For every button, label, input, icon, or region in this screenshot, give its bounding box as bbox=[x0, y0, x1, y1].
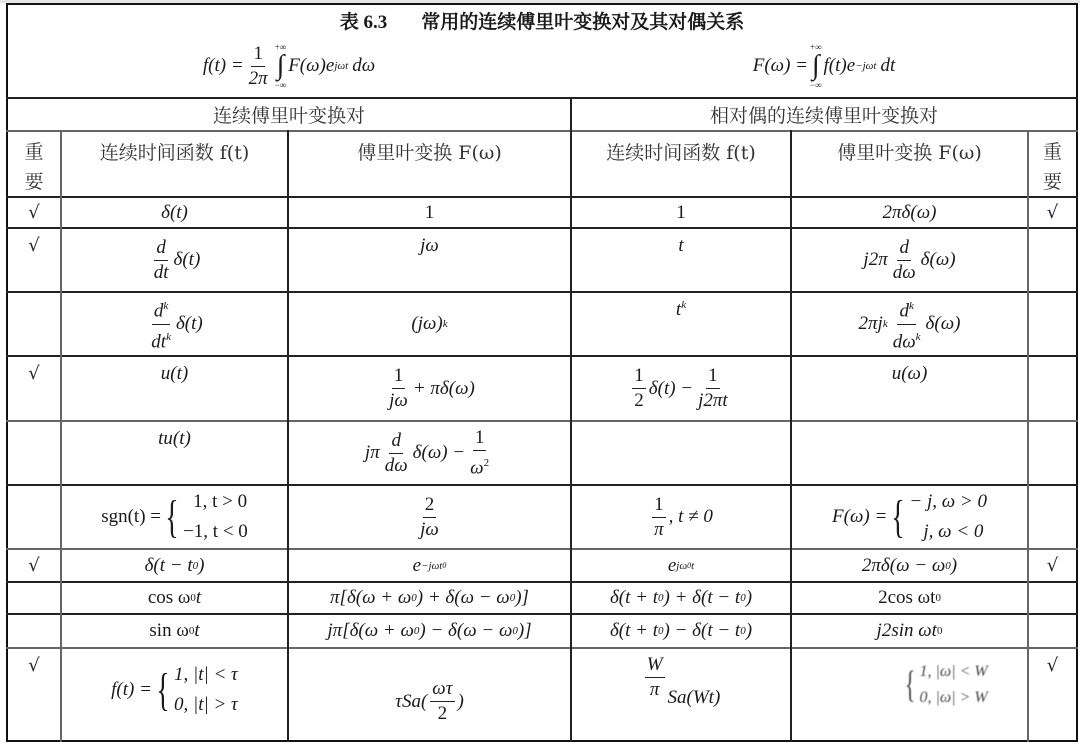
important-check-icon: √ bbox=[1046, 202, 1059, 223]
integral-sign: +∞ ∫ −∞ bbox=[274, 42, 287, 90]
dual-time-function-cell bbox=[572, 649, 790, 742]
group-header-dual-pairs: 相对偶的连续傅里叶变换对 bbox=[709, 105, 938, 127]
denominator: π bbox=[654, 518, 664, 540]
col-header-time-function: 连续时间函数 f(t) bbox=[99, 142, 250, 164]
exponent: jω bbox=[676, 559, 688, 572]
term: δ(t) bbox=[173, 249, 201, 270]
time-function-cell: δ(t) bbox=[161, 201, 188, 223]
important-check-icon: √ bbox=[28, 235, 40, 256]
integrand: f(t)e bbox=[823, 55, 856, 76]
exponent: k bbox=[681, 299, 687, 311]
fourier-cell bbox=[289, 550, 570, 581]
term: jπ bbox=[364, 442, 380, 463]
time-function-cell bbox=[62, 615, 287, 647]
term: j2sin ωt bbox=[876, 620, 937, 641]
subscript: 0 bbox=[945, 559, 951, 572]
fraction bbox=[891, 294, 923, 354]
subscript: 0 bbox=[188, 625, 195, 637]
fraction bbox=[383, 429, 410, 478]
fraction bbox=[152, 236, 171, 285]
subscript: 0 bbox=[658, 592, 664, 604]
case: 1, |ω| < W bbox=[919, 663, 988, 680]
term: ) − δ(t − t bbox=[663, 620, 741, 641]
exponent: −jωt bbox=[421, 559, 443, 572]
fraction bbox=[430, 677, 454, 726]
integral-sign: +∞ ∫ −∞ bbox=[810, 42, 822, 90]
fraction bbox=[387, 364, 410, 413]
header-char: 要 bbox=[1042, 171, 1062, 193]
dual-fourier-cell: 2πδ(ω) bbox=[882, 201, 937, 223]
term: 2πδ(ω − ω bbox=[861, 554, 946, 576]
lower-limit: −∞ bbox=[274, 80, 287, 90]
term: 2πj bbox=[858, 313, 883, 334]
col-header-dual-fourier: 傅里叶变换 F(ω) bbox=[837, 142, 982, 164]
fraction bbox=[891, 236, 918, 285]
term: ) − δ(ω − ω bbox=[419, 620, 513, 641]
denominator: ω bbox=[470, 457, 484, 479]
numerator: 1 bbox=[473, 426, 487, 451]
case: 0, |ω| > W bbox=[919, 689, 988, 706]
table-title bbox=[8, 5, 1076, 35]
numerator: 1 bbox=[251, 42, 265, 67]
numerator: d bbox=[153, 300, 164, 322]
term: e bbox=[412, 554, 422, 576]
subscript: 0 bbox=[192, 559, 199, 572]
dual-fourier-cell bbox=[792, 583, 1027, 613]
fourier-cell: 1 bbox=[424, 201, 435, 223]
time-function-cell: tu(t) bbox=[158, 428, 191, 449]
fraction bbox=[645, 653, 665, 702]
header-char: 要 bbox=[24, 171, 44, 193]
table-number: 表 6.3 bbox=[339, 11, 388, 33]
exponent: −jωt bbox=[855, 60, 877, 72]
dual-time-function-cell bbox=[572, 293, 790, 355]
fraction bbox=[696, 364, 730, 413]
important-check-icon: √ bbox=[28, 363, 40, 384]
term: F(ω) = bbox=[832, 506, 888, 527]
important-check-icon: √ bbox=[1046, 555, 1059, 576]
fourier-cell bbox=[289, 422, 570, 484]
fraction bbox=[468, 426, 491, 480]
numerator: d bbox=[897, 236, 911, 261]
denominator: π bbox=[649, 679, 660, 700]
denominator: dt bbox=[151, 330, 167, 352]
exponent: k bbox=[166, 330, 171, 343]
fourier-cell bbox=[289, 293, 570, 355]
fourier-cell bbox=[289, 357, 570, 420]
formula-lhs: f(t) = bbox=[202, 55, 244, 76]
fourier-cell bbox=[289, 649, 570, 742]
time-function-cell: u(t) bbox=[160, 363, 189, 384]
dual-time-function-cell bbox=[572, 583, 790, 613]
term: 2cos ωt bbox=[878, 587, 936, 608]
case: j, ω < 0 bbox=[923, 521, 984, 542]
integrand: F(ω)e bbox=[288, 55, 335, 76]
lower-limit: −∞ bbox=[810, 80, 822, 90]
term: ) bbox=[745, 620, 753, 641]
term: δ(t) − bbox=[648, 377, 694, 399]
dual-fourier-cell: u(ω) bbox=[891, 363, 928, 384]
term: f(t) = bbox=[111, 679, 152, 700]
upper-limit: +∞ bbox=[274, 42, 287, 52]
col-header-dual-time-function: 连续时间函数 f(t) bbox=[606, 142, 756, 164]
subscript: 0 bbox=[509, 592, 516, 604]
important-check-icon: √ bbox=[28, 655, 40, 676]
denominator: 2 bbox=[634, 390, 644, 411]
dual-time-function-cell: t bbox=[678, 235, 684, 256]
subscript: 0 bbox=[740, 592, 746, 604]
time-function-cell bbox=[62, 649, 287, 731]
term: Sa(Wt) bbox=[667, 686, 721, 708]
term: π[δ(ω + ω bbox=[330, 587, 412, 608]
formula-lhs: F(ω) = bbox=[752, 55, 808, 76]
term: sin ω bbox=[149, 620, 189, 641]
dual-fourier-cell bbox=[792, 293, 1027, 355]
term: jπ[δ(ω + ω bbox=[327, 620, 414, 641]
header-char: 重 bbox=[1042, 141, 1062, 163]
time-function-cell bbox=[62, 293, 287, 355]
important-check-icon: √ bbox=[28, 555, 40, 576]
time-function-cell bbox=[62, 583, 287, 613]
numerator: d bbox=[154, 236, 168, 261]
term: t bbox=[675, 299, 682, 320]
numerator: 1 bbox=[652, 493, 666, 518]
term: δ(ω) bbox=[920, 249, 956, 270]
numerator: 2 bbox=[423, 493, 437, 518]
denominator: dω bbox=[892, 330, 916, 352]
term: δ(t) bbox=[175, 313, 203, 334]
upper-limit: +∞ bbox=[810, 42, 822, 52]
group-header-pairs: 连续傅里叶变换对 bbox=[212, 105, 365, 127]
numerator: d bbox=[899, 300, 909, 322]
fraction bbox=[149, 294, 173, 354]
case: 0, |t| > τ bbox=[174, 694, 238, 715]
differential: dω bbox=[352, 55, 376, 76]
dual-time-function-cell bbox=[572, 550, 790, 581]
dual-fourier-cell bbox=[792, 229, 1027, 291]
term: t bbox=[194, 620, 200, 641]
subscript: 0 bbox=[935, 592, 941, 604]
time-function-cell bbox=[62, 229, 287, 291]
exponent: jωt bbox=[334, 60, 349, 72]
case: −1, t < 0 bbox=[183, 521, 248, 542]
term: e bbox=[667, 554, 677, 576]
time-function-cell bbox=[62, 550, 287, 581]
term: , t ≠ 0 bbox=[668, 506, 713, 527]
denominator: jω bbox=[389, 390, 408, 411]
subscript: 0 bbox=[442, 561, 447, 570]
term: δ(ω) − bbox=[412, 442, 466, 463]
col-header-important-right bbox=[1029, 132, 1076, 196]
dual-time-function-cell: 1 bbox=[676, 201, 686, 223]
piecewise: { 1, t > 0 −1, t < 0 bbox=[161, 487, 248, 547]
numerator: 1 bbox=[706, 364, 720, 389]
important-check-icon: √ bbox=[1046, 655, 1059, 676]
subscript: 0 bbox=[413, 625, 420, 637]
numerator: 1 bbox=[632, 364, 646, 389]
subscript: 0 bbox=[936, 625, 943, 637]
fraction bbox=[247, 42, 270, 91]
denominator: 2 bbox=[437, 703, 448, 724]
subscript: 0 bbox=[687, 561, 692, 570]
exponent: k bbox=[442, 318, 448, 330]
important-check-icon: √ bbox=[28, 202, 40, 223]
dual-time-function-cell bbox=[572, 357, 790, 420]
case: − j, ω > 0 bbox=[909, 491, 987, 512]
subscript: 0 bbox=[190, 592, 196, 604]
exponent: t bbox=[691, 559, 695, 572]
term: ) bbox=[950, 554, 958, 576]
case: 1, |t| < τ bbox=[174, 664, 238, 685]
inverse-fourier-formula bbox=[8, 36, 570, 96]
col-header-important-left bbox=[8, 132, 60, 196]
exponent: k bbox=[915, 330, 921, 343]
dual-fourier-cell bbox=[792, 550, 1027, 581]
exponent: k bbox=[882, 318, 888, 330]
term: cos ω bbox=[147, 587, 191, 608]
term: δ(ω) bbox=[925, 313, 961, 334]
denominator: jω bbox=[420, 518, 439, 540]
dual-fourier-cell bbox=[792, 486, 1027, 548]
fourier-cell bbox=[289, 486, 570, 548]
dual-time-function-cell bbox=[572, 615, 790, 647]
header-char: 重 bbox=[24, 141, 44, 163]
term: δ(t + t bbox=[609, 620, 659, 641]
denominator: dω bbox=[384, 454, 408, 476]
denominator: dt bbox=[153, 261, 169, 283]
term: τSa( bbox=[395, 690, 428, 712]
table-title-text: 常用的连续傅里叶变换对及其对偶关系 bbox=[421, 10, 745, 33]
dual-time-function-cell bbox=[572, 486, 790, 548]
piecewise: { 1, |t| < τ 0, |t| > τ bbox=[152, 660, 238, 720]
term: + πδ(ω) bbox=[412, 377, 475, 399]
term: δ(t + t bbox=[609, 587, 659, 608]
case: 1, t > 0 bbox=[193, 491, 248, 512]
piecewise: { 1, |ω| < W 0, |ω| > W bbox=[901, 659, 987, 711]
subscript: 0 bbox=[512, 625, 518, 637]
exponent: k bbox=[908, 300, 914, 313]
denominator: dω bbox=[892, 261, 916, 283]
fourier-cell bbox=[289, 615, 570, 647]
differential: dt bbox=[880, 55, 896, 76]
term: ) bbox=[457, 690, 464, 712]
fraction bbox=[632, 364, 646, 413]
numerator: ωτ bbox=[430, 677, 454, 702]
term: )] bbox=[517, 620, 532, 641]
time-function-cell bbox=[62, 486, 287, 548]
subscript: 0 bbox=[658, 625, 664, 637]
fourier-cell: jω bbox=[420, 235, 439, 256]
forward-fourier-formula bbox=[572, 36, 1076, 96]
dual-fourier-cell bbox=[792, 649, 1027, 742]
term: ) + δ(ω − ω bbox=[416, 587, 510, 608]
numerator: W bbox=[645, 653, 665, 678]
term: )] bbox=[515, 587, 529, 608]
fraction bbox=[652, 493, 666, 542]
subscript: 0 bbox=[411, 592, 417, 604]
fourier-cell bbox=[289, 583, 570, 613]
denominator: j2πt bbox=[698, 390, 728, 411]
dual-fourier-cell bbox=[792, 615, 1027, 647]
term: ) bbox=[198, 554, 205, 576]
col-header-fourier: 傅里叶变换 F(ω) bbox=[357, 142, 502, 164]
term: t bbox=[195, 587, 202, 608]
piecewise: { − j, ω > 0 j, ω < 0 bbox=[887, 487, 987, 547]
numerator: 1 bbox=[392, 364, 406, 389]
term: δ(t − t bbox=[144, 554, 193, 576]
subscript: 0 bbox=[740, 625, 746, 637]
term: j2π bbox=[863, 249, 888, 270]
term: sgn(t) = bbox=[101, 506, 161, 527]
exponent: k bbox=[163, 300, 169, 313]
term: ) + δ(t − t bbox=[663, 587, 741, 608]
exponent: 2 bbox=[483, 456, 490, 469]
term: (jω) bbox=[411, 313, 443, 334]
fraction bbox=[418, 493, 441, 542]
term: ) bbox=[745, 587, 753, 608]
numerator: d bbox=[389, 429, 403, 454]
denominator: 2π bbox=[248, 67, 268, 89]
